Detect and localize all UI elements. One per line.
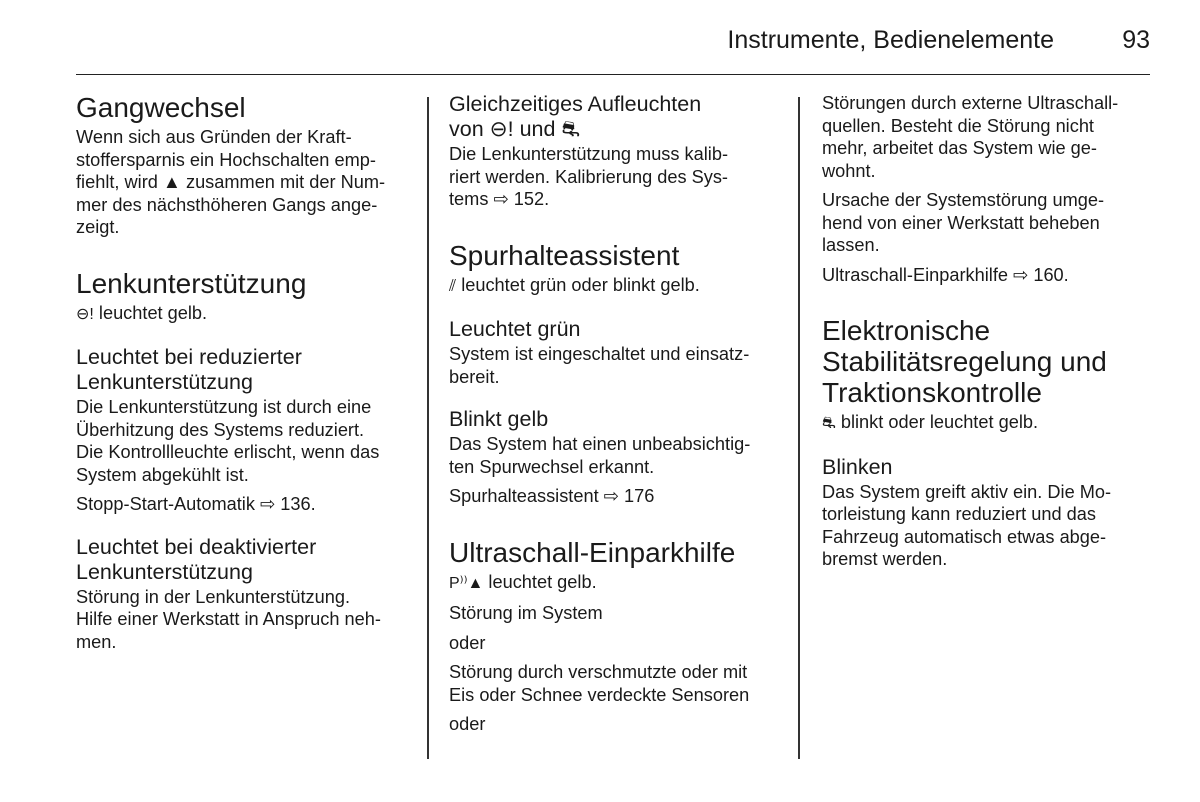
heading-deaktiviert	[76, 535, 406, 585]
deaktiviert-text	[76, 586, 406, 654]
heading-line: Leuchtet bei deaktivierter	[76, 534, 317, 559]
text-line: mer des nächsthöheren Gangs ange-	[76, 194, 378, 215]
text-line: Hilfe einer Werkstatt in Anspruch neh-	[76, 609, 381, 629]
text-line: Störungen durch externe Ultraschall-	[822, 93, 1119, 113]
paragraph	[822, 92, 1157, 182]
text-line: men.	[76, 631, 117, 652]
blinkt-text	[449, 433, 784, 478]
reduziert-text	[76, 396, 406, 486]
heading-einparkhilfe: Ultraschall-Einparkhilfe	[449, 536, 736, 568]
text-line: ten Spurwechsel erkannt.	[449, 456, 655, 477]
heading-line: Traktionskontrolle	[822, 377, 1042, 408]
heading-leuchtet-gruen: Leuchtet grün	[449, 317, 581, 341]
heading-blinken: Blinken	[822, 454, 893, 479]
paragraph	[822, 189, 1157, 257]
column-divider	[798, 97, 800, 759]
heading-line: Lenkunterstützung	[76, 370, 253, 394]
text-line: mehr, arbeitet das System wie ge-	[822, 138, 1097, 158]
column-2	[449, 92, 784, 743]
text-line: Die Kontrollleuchte erlischt, wenn das	[76, 442, 380, 462]
text-line: bremst werden.	[822, 549, 948, 569]
heading-spurhalteassistent: Spurhalteassistent	[449, 239, 680, 271]
text-span: leuchtet gelb.	[483, 571, 597, 592]
text-line: riert werden. Kalibrierung des Sys-	[449, 166, 728, 187]
text-line: Die Lenkunterstützung muss kalib-	[449, 144, 729, 164]
gleichzeitig-text	[449, 143, 784, 211]
text-line: Fahrzeug automatisch etwas abge-	[822, 526, 1107, 547]
blinken-text	[822, 481, 1157, 571]
heading-line: Gleichzeitiges Aufleuchten	[449, 92, 702, 116]
lane-assist-icon: ⫽	[449, 277, 457, 295]
paragraph	[449, 661, 784, 706]
heading-lenkunterstuetzung: Lenkunterstützung	[76, 267, 307, 299]
text-line: Überhitzung des Systems reduziert.	[76, 419, 365, 440]
einparkhilfe-intro	[449, 571, 784, 596]
heading-esp	[822, 315, 1157, 408]
text-line: Wenn sich aus Gründen der Kraft-	[76, 127, 352, 147]
esp-intro	[822, 411, 1157, 436]
text-line: Eis oder Schnee verdeckte Sensoren	[449, 684, 750, 705]
gruen-text	[449, 343, 784, 388]
text-line: System ist eingeschaltet und einsatz-	[449, 344, 750, 364]
text-line: hend von einer Werkstatt beheben	[822, 212, 1100, 233]
text-line: wohnt.	[822, 160, 876, 181]
column-1	[76, 92, 406, 660]
text-line: Störung durch verschmutzte oder mit	[449, 662, 748, 682]
paragraph: oder	[449, 632, 486, 653]
paragraph: oder	[449, 714, 486, 734]
text-span: leuchtet grün oder blinkt gelb.	[456, 274, 700, 295]
heading-line: Elektronische	[822, 315, 991, 346]
heading-line: Lenkunterstützung	[76, 559, 253, 584]
header-title: Instrumente, Bedienelemente	[727, 26, 1054, 54]
text-line: Das System hat einen unbeabsichtig-	[449, 434, 751, 454]
parking-sensor-icon: P⁾⁾▲	[449, 574, 484, 592]
column-divider	[427, 97, 429, 759]
cross-reference[interactable]: Stopp-Start-Automatik ⇨ 136.	[76, 494, 316, 514]
page-number: 93	[1122, 26, 1150, 54]
text-line: lassen.	[822, 235, 880, 255]
skidding-car-icon: ⛐	[822, 415, 836, 432]
cross-reference[interactable]: Spurhalteassistent ⇨ 176	[449, 486, 655, 506]
text-line: zeigt.	[76, 217, 120, 237]
text-span: leuchtet gelb.	[93, 302, 208, 323]
paragraph: Störung im System	[449, 603, 603, 623]
page-header	[76, 24, 1150, 75]
text-line: bereit.	[449, 366, 500, 387]
heading-gleichzeitig	[449, 92, 784, 142]
cross-reference[interactable]: Ultraschall-Einparkhilfe ⇨ 160.	[822, 264, 1069, 285]
text-line: fiehlt, wird ▲ zusammen mit der Num-	[76, 172, 386, 192]
text-line: torleistung kann reduziert und das	[822, 504, 1096, 524]
text-line: Das System greift aktiv ein. Die Mo-	[822, 481, 1112, 502]
text-line: Ursache der Systemstörung umge-	[822, 190, 1105, 210]
heading-line: Leuchtet bei reduzierter	[76, 345, 302, 369]
text-line: stoffersparnis ein Hochschalten emp-	[76, 149, 376, 170]
lenk-intro	[76, 302, 406, 327]
text-span: blinkt oder leuchtet gelb.	[835, 412, 1039, 432]
heading-blinkt-gelb: Blinkt gelb	[449, 407, 549, 431]
text-line[interactable]: tems ⇨ 152.	[449, 189, 550, 209]
heading-reduziert	[76, 345, 406, 395]
spurhalte-intro	[449, 274, 784, 299]
text-line: Störung in der Lenkunterstützung.	[76, 586, 351, 607]
column-3	[822, 92, 1157, 578]
text-line: Die Lenkunterstützung ist durch eine	[76, 397, 372, 417]
text-line: quellen. Besteht die Störung nicht	[822, 115, 1094, 136]
steering-warning-icon: ⊖!	[76, 305, 94, 323]
text-line: System abgekühlt ist.	[76, 464, 249, 485]
gangwechsel-text	[76, 126, 406, 239]
heading-gangwechsel: Gangwechsel	[76, 92, 246, 123]
heading-line: Stabilitätsregelung und	[822, 346, 1107, 377]
heading-line: von ⊖! und ⛐	[449, 117, 580, 141]
